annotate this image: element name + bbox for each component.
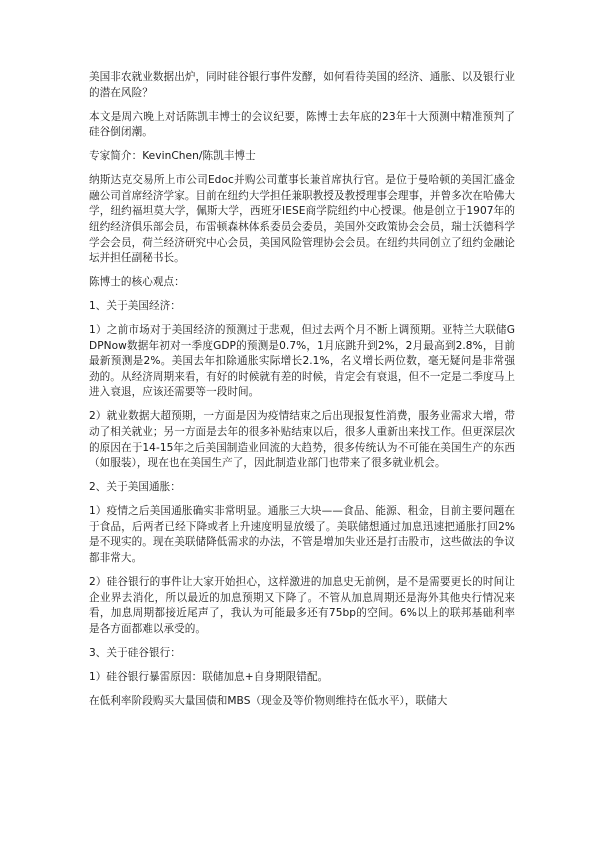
section-heading-economy: 1、关于美国经济： [89,300,181,313]
expert-bio: 纳斯达克交易所上市公司Edoc并购公司董事长兼首席执行官。是位于曼哈顿的美国汇盛金融公司首席经济学家。目前在纽约大学担任兼职教授及教授理事会理事，并曾多次在哈佛大学，纽约福坦莫大学，佩斯大学，西班牙IESE商学院纽约中心授课。他是创立于1907年的纽约经济俱乐部会员，布雷顿森林体系委员会委员，美国外交政策协会会员，瑞士沃德科学学会会员，荷兰经济研究中心会员，美国风险管理协会会员。在纽约共同创立了纽约金融论坛并担任副秘书长。 [89,174,515,265]
economy-point-2: 2）就业数据大超预期，一方面是因为疫情结束之后出现报复性消费，服务业需求大增，带动了相关就业；另一方面是去年的很多补贴结束以后，很多人重新出来找工作。但更深层次的原因在于14-15年之后美国制造业回流的大趋势，很多传统认为不可能在美国生产的东西（如服装），现在也在美国生产了，因此制造业部门也带来了很多就业机会。 [89,410,515,470]
expert-heading: 专家简介：KevinChen/陈凯丰博士 [89,150,256,163]
section-heading-svb: 3、关于硅谷银行： [89,646,181,659]
core-views-heading: 陈博士的核心观点： [89,276,185,289]
intro-question: 美国非农就业数据出炉，同时硅谷银行事件发酵，如何看待美国的经济、通胀、以及银行业的潜在风险？ [89,71,515,99]
svb-point-1: 1）硅谷银行暴雷原因：联储加息+自身期限错配。 [89,670,329,683]
section-heading-inflation: 2、关于美国通胀： [89,481,181,494]
intro-summary: 本文是周六晚上对话陈凯丰博士的会议纪要，陈博士去年底的23年十大预测中精准预判了硅谷倒闭潮。 [89,110,515,139]
economy-point-1: 1）之前市场对于美国经济的预测过于悲观，但过去两个月不断上调预期。亚特兰大联储GDPNow数据年初对一季度GDP的预测是0.7%，1月底跳升到2%，2月最高到2.8%，目前最新预测是2%。美国去年扣除通胀实际增长2.1%，名义增长两位数，毫无疑问是非常强劲的。从经济周期来看，有好的时候就有差的时候，肯定会有衰退，但不一定是二季度马上进入衰退，应该还需要等一段时间。 [89,324,515,399]
inflation-point-2: 2）硅谷银行的事件让大家开始担心，这样激进的加息史无前例，是不是需要更长的时间让企业界去消化，所以最近的加息预期又下降了。不管从加息周期还是海外其他央行情况来看，加息周期都接近尾声了，我认为可能最多还有75bp的空间。6%以上的联邦基础利率是各方面都难以承受的。 [89,575,515,635]
inflation-point-1: 1）疫情之后美国通胀确实非常明显。通胀三大块——食品、能源、租金，目前主要问题在于食品，后两者已经下降或者上升速度明显放缓了。美联储想通过加息迅速把通胀打回2%是不现实的。现在美联储降低需求的办法，不管是增加失业还是打击股市，这些做法的争议都非常大。 [89,505,515,564]
svb-detail: 在低利率阶段购买大量国债和MBS（现金及等价物则维持在低水平），联储大 [89,694,448,707]
